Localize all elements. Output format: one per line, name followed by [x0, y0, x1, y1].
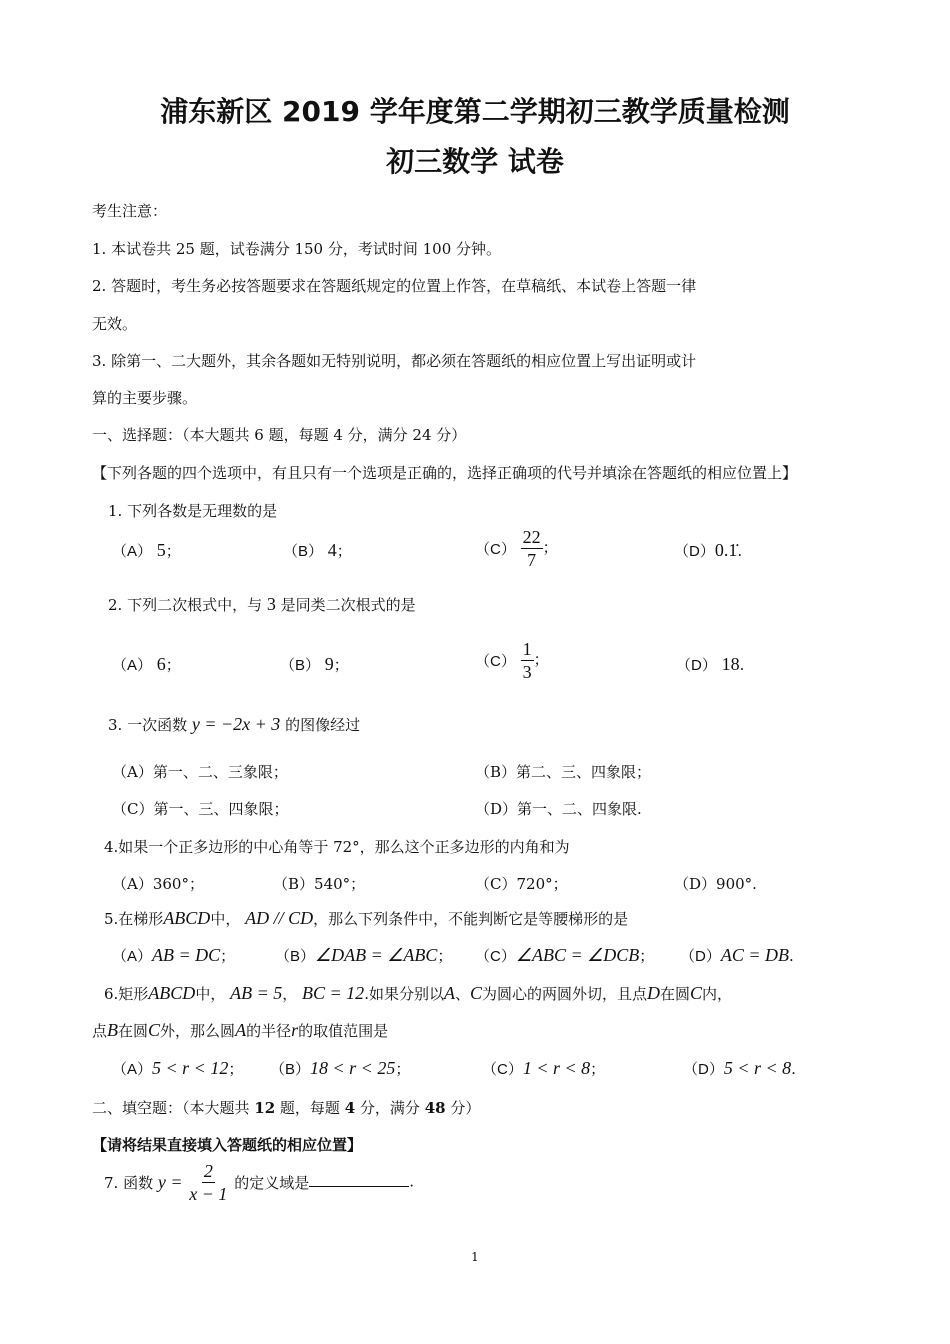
- q3-option-b: （B）第二、三、四象限；: [475, 763, 652, 781]
- q3-option-a: （A）第一、二、三象限；: [112, 763, 288, 781]
- q2-option-a: （A） 6；: [112, 654, 181, 674]
- q2-option-b: （B） 9；: [280, 654, 349, 674]
- page-number: 1: [471, 1250, 479, 1264]
- q2-option-c: （C） $\frac{1}{3}$ ；: [475, 639, 549, 682]
- q5-option-a: （A）AB = DC；: [112, 945, 236, 965]
- notice-item-2a: 2. 答题时，考生务必按答题要求在答题纸规定的位置上作答，在草稿纸、本试卷上答题一律: [92, 277, 697, 295]
- q5-stem: 5.在梯形ABCD中， AD // CD，那么下列条件中，不能判断它是等腰梯形的是: [104, 908, 629, 928]
- q4-stem: 4.如果一个正多边形的中心角等于 72°，那么这个正多边形的内角和为: [104, 838, 570, 856]
- q3-option-d: （D）第一、二、四象限.: [475, 800, 642, 818]
- notice-item-1: 1. 本试卷共 25 题，试卷满分 150 分，考试时间 100 分钟。: [92, 240, 502, 258]
- notice-item-2b: 无效。: [92, 315, 138, 333]
- q3-option-c: （C）第一、三、四象限；: [112, 800, 289, 818]
- notice-item-3b: 算的主要步骤。: [92, 389, 198, 407]
- notice-item-3a: 3. 除第一、二大题外，其余各题如无特别说明，都必须在答题纸的相应位置上写出证明或计: [92, 352, 697, 370]
- exam-subtitle: 初三数学 试卷: [386, 145, 564, 178]
- exam-title: 浦东新区 2019 学年度第二学期初三教学质量检测: [160, 95, 790, 128]
- q2-stem: 2. 下列二次根式中，与 3 是同类二次根式的是: [108, 594, 416, 614]
- q2-option-d: （D） 18.: [676, 654, 745, 674]
- section2-instruction: 【请将结果直接填入答题纸的相应位置】: [92, 1136, 363, 1154]
- notice-heading: 考生注意：: [92, 202, 168, 220]
- q4-option-a: （A）360°；: [112, 875, 204, 893]
- q1-stem: 1. 下列各数是无理数的是: [108, 502, 278, 520]
- q6-option-c: （C）1 < r < 8；: [482, 1058, 606, 1078]
- q6-option-a: （A）5 < r < 12；: [112, 1058, 244, 1078]
- q6-stem-line1: 6.矩形ABCD中， AB = 5， BC = 12.如果分别以A、C为圆心的两圆外切，且点D在圆C内，: [104, 983, 733, 1003]
- q1-option-d: （D）0.1̇.: [674, 540, 743, 560]
- q6-stem-line2: 点B在圆C外，那么圆A的半径r的取值范围是: [92, 1020, 389, 1040]
- q6-option-d: （D）5 < r < 8.: [683, 1058, 796, 1078]
- q4-option-c: （C）720°；: [475, 875, 568, 893]
- q7-answer-blank: [309, 1172, 409, 1187]
- q4-option-b: （B）540°；: [273, 875, 366, 893]
- q7-stem: 7. 函数 y = $\frac{2}{x - 1}$ 的定义域是 .: [104, 1161, 415, 1204]
- q1-option-a: （A） 5；: [112, 540, 181, 560]
- q5-option-d: （D）AC = DB.: [680, 945, 794, 965]
- q3-stem: 3. 一次函数 y = −2x + 3 的图像经过: [108, 714, 361, 734]
- q1-option-c: （C） $\frac{22}{7}$ ；: [475, 527, 558, 570]
- section2-heading: 二、填空题：（本大题共 12 题，每题 4 分，满分 48 分）: [92, 1099, 481, 1117]
- section1-instruction: 【下列各题的四个选项中，有且只有一个选项是正确的，选择正确项的代号并填涂在答题纸的相应位置上】: [92, 464, 798, 482]
- q5-option-b: （B）∠DAB = ∠ABC；: [275, 945, 453, 965]
- section1-heading: 一、选择题：（本大题共 6 题，每题 4 分，满分 24 分）: [92, 426, 467, 444]
- q4-option-d: （D）900°.: [674, 875, 757, 893]
- q1-option-b: （B） 4；: [283, 540, 352, 560]
- q5-option-c: （C）∠ABC = ∠DCB；: [475, 945, 655, 965]
- q6-option-b: （B）18 < r < 25；: [270, 1058, 411, 1078]
